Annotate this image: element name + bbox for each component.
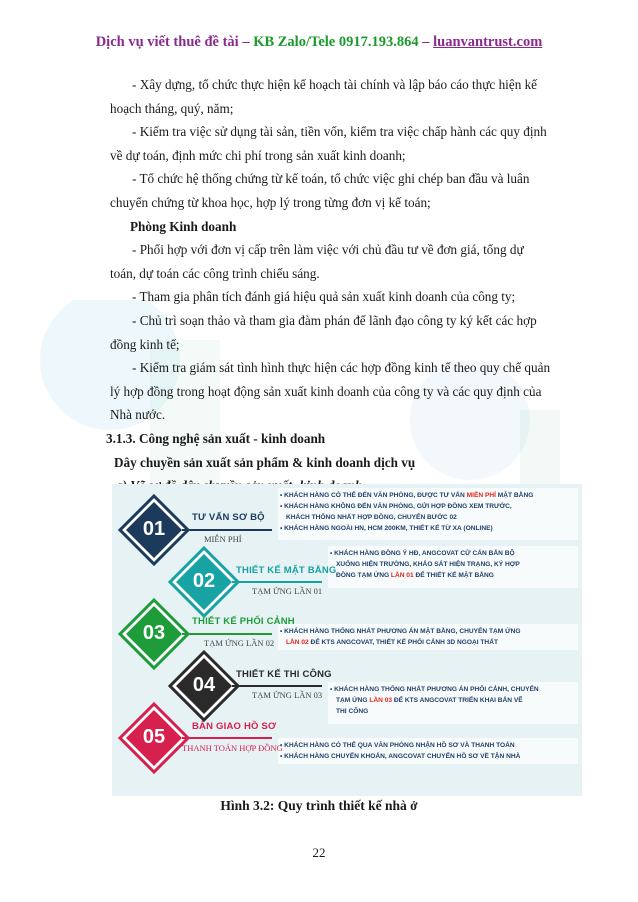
step-04-subtitle: TẠM ỨNG LẦN 03 (252, 690, 323, 700)
step-02-notes (330, 548, 580, 581)
header-title: Dịch vụ viết thuê đề tài (95, 34, 239, 50)
note-highlight: LẦN 01 (390, 572, 414, 579)
header-website-link[interactable]: luanvantrust.com (433, 34, 543, 50)
note-line: • KHÁCH HÀNG THỐNG NHẤT PHƯƠNG ÁN PHỐI CẢNH, CHUYỂN (330, 686, 539, 693)
text-line: toán, dự toán các công trình chiếu sáng. (110, 265, 320, 281)
text-line: hoạch tháng, quý, năm; (110, 100, 234, 116)
note-highlight: LẦN 02 (286, 639, 309, 646)
step-01-number: 01 (142, 518, 166, 540)
step-02-number: 02 (192, 570, 216, 592)
note-line: • KHÁCH HÀNG CHUYỂN KHOẢN, ANGCOVAT CHUYỂN HỒ SƠ VỀ TẬN NHÀ (280, 753, 521, 760)
paragraph (110, 403, 582, 427)
note-line: XUỐNG HIỆN TRƯỜNG, KHẢO SÁT HIỆN TRẠNG, KÝ HỢP (336, 561, 520, 568)
note-highlight: LẦN 03 (369, 697, 393, 704)
text-line: đồng kinh tế; (110, 336, 180, 352)
note-line: THI CÔNG (336, 708, 369, 715)
process-diagram-figure (112, 484, 582, 796)
document-body (106, 73, 582, 498)
step-05-title: BÀN GIAO HỒ SƠ (192, 721, 277, 732)
paragraph (110, 380, 582, 404)
note-line (280, 490, 580, 501)
paragraph (110, 309, 582, 333)
note-line: • KHÁCH HÀNG THỐNG NHẤT PHƯƠNG ÁN MẶT BẰNG, CHUYỂN TẠM ỨNG (280, 628, 521, 635)
text-line: - Xây dựng, tổ chức thực hiện kế hoạch tài chính và lập báo cáo thực hiện kế (132, 77, 538, 92)
page-number: 22 (312, 845, 326, 860)
page-header (0, 34, 638, 51)
text-line: về dự toán, định mức chi phí trong sản xuất kinh doanh; (110, 147, 406, 163)
step-03-notes (280, 626, 580, 648)
paragraph (110, 333, 582, 357)
subheading: Dây chuyền sản xuất sản phẩm & kinh doanh dịch vụ (114, 454, 416, 470)
step-03-title: THIẾT KẾ PHỐI CẢNH (192, 616, 295, 627)
note-text: ĐỂ THIẾT KẾ MẶT BẰNG (413, 572, 494, 579)
paragraph (110, 285, 582, 309)
paragraph (110, 238, 582, 262)
text-line: chuyển chứng từ khoa học, hợp lý trong từng đơn vị kế toán; (110, 194, 431, 210)
step-04-notes (330, 684, 580, 717)
step-05-number: 05 (142, 726, 166, 748)
note-line (280, 637, 580, 648)
paragraph (110, 167, 582, 191)
note-line (330, 695, 580, 706)
header-sep-2: – (418, 34, 434, 50)
note-line: • KHÁCH HÀNG KHÔNG ĐẾN VĂN PHÒNG, GỬI HỢP ĐỒNG XEM TRƯỚC, (280, 503, 512, 510)
note-text: • KHÁCH HÀNG CÓ THỂ ĐẾN VĂN PHÒNG, ĐƯỢC TƯ VẤN (280, 492, 467, 499)
step-02-title: THIẾT KẾ MẶT BẰNG (236, 565, 337, 576)
note-text: ĐỒNG TẠM ỨNG (336, 572, 391, 579)
text-line: - Tổ chức hệ thống chứng từ kế toán, tổ chức việc ghi chép ban đầu và luân (132, 171, 530, 187)
note-text: ĐỂ KTS ANGCOVAT TRIỂN KHAI BẢN VẼ (392, 697, 523, 704)
text-line: lý hợp đồng trong hoạt động sản xuất kinh doanh của công ty và các quy định của (110, 383, 542, 399)
paragraph (110, 262, 582, 286)
header-contact: KB Zalo/Tele 0917.193.864 (253, 34, 419, 50)
step-05-notes (280, 740, 580, 762)
paragraph (110, 97, 582, 121)
text-line: Nhà nước. (110, 407, 166, 423)
step-01-notes (280, 490, 580, 534)
step-03-subtitle: TẠM ỨNG LẦN 02 (204, 638, 275, 648)
step-05-subtitle: THANH TOÁN HỢP ĐỒNG (182, 743, 283, 753)
section-title: 3.1.3. Công nghệ sản xuất - kinh doanh (106, 430, 326, 446)
paragraph (110, 191, 582, 215)
paragraph (110, 144, 582, 168)
note-text: MẶT BẰNG (495, 492, 534, 499)
note-line: • KHÁCH HÀNG ĐỒNG Ý HĐ, ANGCOVAT CỬ CÁN BẢN BỘ (330, 550, 515, 557)
step-01-subtitle: MIỄN PHÍ (204, 534, 242, 544)
header-sep-1: – (238, 34, 254, 50)
figure-caption: Hình 3.2: Quy trình thiết kế nhà ở (220, 798, 418, 813)
paragraph (110, 356, 582, 380)
step-03-number: 03 (142, 622, 166, 644)
step-04-title: THIẾT KẾ THI CÔNG (236, 669, 332, 680)
note-text: TẠM ỨNG (336, 697, 370, 704)
text-line: - Kiểm tra giám sát tình hình thực hiện các hợp đồng kinh tế theo quy chế quản (132, 360, 551, 376)
text-line: - Tham gia phân tích đánh giá hiệu quả sản xuất kinh doanh của công ty; (132, 289, 516, 305)
note-highlight: MIỄN PHÍ (466, 492, 496, 499)
note-line: KHÁCH THỐNG NHẤT HỢP ĐỒNG, CHUYỂN BƯỚC 02 (286, 514, 457, 521)
note-text: ĐỂ KTS ANGCOVAT, THIẾT KẾ PHỐI CẢNH 3D NGOẠI THẤT (308, 639, 498, 646)
paragraph (110, 120, 582, 144)
paragraph (110, 73, 582, 97)
text-line: - Phối hợp với đơn vị cấp trên làm việc với chủ đầu tư về đơn giá, tổng dự (132, 242, 524, 258)
text-line: - Chủ trì soạn thảo và tham gia đàm phán để lãnh đạo công ty ký kết các hợp (132, 312, 537, 328)
step-04-number: 04 (192, 674, 216, 696)
step-01-title: TƯ VẤN SƠ BỘ (192, 512, 265, 523)
step-02-subtitle: TẠM ỨNG LẦN 01 (252, 586, 323, 596)
note-line: • KHÁCH HÀNG CÓ THỂ QUA VĂN PHÒNG NHẬN HỒ SƠ VÀ THANH TOÁN (280, 742, 515, 749)
text-line: - Kiểm tra việc sử dụng tài sản, tiền vốn, kiểm tra việc chấp hành các quy định (132, 124, 547, 140)
note-line (330, 570, 580, 581)
note-line: • KHÁCH HÀNG NGOÀI HN, HCM 200KM, THIẾT KẾ TỪ XA (ONLINE) (280, 525, 493, 532)
section-heading-business: Phòng Kinh doanh (130, 218, 237, 234)
